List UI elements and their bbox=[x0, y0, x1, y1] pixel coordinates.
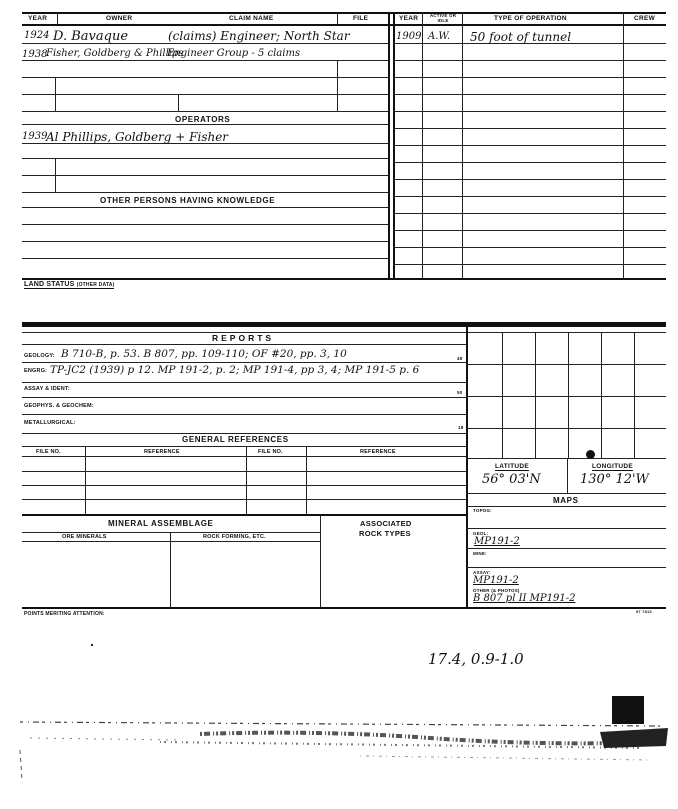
operation-row-1-year: 1909 bbox=[396, 31, 422, 42]
owner-row-2-claim: Engineer Group - 5 claims bbox=[167, 48, 301, 59]
header-year-2: YEAR bbox=[399, 15, 419, 22]
associated-label: ASSOCIATED bbox=[360, 519, 412, 528]
header-year: YEAR bbox=[28, 15, 48, 22]
gr-col-reference-1: REFERENCE bbox=[144, 449, 180, 455]
operation-row-1-type: 50 foot of tunnel bbox=[470, 30, 572, 44]
header-type-of-operation: TYPE OF OPERATION bbox=[494, 15, 567, 22]
geol-label: GEOL: bbox=[473, 531, 489, 536]
header-crew: CREW bbox=[634, 15, 656, 22]
geology-value: B 710-B, p. 53. B 807, pp. 109-110; OF #20, pp. 3, 10 bbox=[61, 348, 347, 360]
operator-row-1-year: 1939 bbox=[22, 131, 48, 142]
longitude-label: LONGITUDE bbox=[592, 463, 633, 470]
general-references-title: GENERAL REFERENCES bbox=[182, 435, 289, 444]
land-status-label: LAND STATUS (OTHER DATA) bbox=[24, 281, 115, 288]
header-owner: OWNER bbox=[106, 15, 133, 22]
header-active-or-idle: ACTIVE OR IDLE bbox=[429, 13, 457, 23]
location-dot-icon bbox=[586, 450, 595, 459]
engrg-num: 50 bbox=[457, 390, 463, 395]
mineral-assemblage-title: MINERAL ASSEMBLAGE bbox=[108, 519, 214, 528]
assay-map-label: ASSAY: bbox=[473, 570, 491, 575]
owner-row-2-owner: Fisher, Goldberg & Phillips bbox=[46, 48, 184, 59]
metallurgical-num: 18 bbox=[458, 425, 464, 430]
operator-row-1-name: Al Phillips, Goldberg + Fisher bbox=[46, 130, 229, 144]
other-persons-title: OTHER PERSONS HAVING KNOWLEDGE bbox=[100, 196, 276, 205]
form-code: 97 7813 bbox=[636, 609, 652, 614]
latitude-value: 56° 03'N bbox=[482, 472, 541, 487]
latitude-label: LATITUDE bbox=[495, 463, 530, 470]
geophys-label: GEOPHYS. & GEOCHEM: bbox=[24, 403, 94, 409]
owner-row-2-year: 1938 bbox=[22, 49, 48, 60]
assay-map-value: MP191-2 bbox=[473, 575, 519, 586]
header-file: FILE bbox=[353, 15, 369, 22]
header-claim-name: CLAIM NAME bbox=[229, 15, 274, 22]
geology-label: GEOLOGY: bbox=[24, 353, 55, 359]
longitude-value: 130° 12'W bbox=[580, 472, 649, 487]
points-meriting-attention-label: POINTS MERITING ATTENTION: bbox=[24, 611, 105, 617]
gr-col-file-no-1: FILE NO. bbox=[36, 449, 61, 455]
operators-title: OPERATORS bbox=[175, 115, 231, 124]
maps-title: MAPS bbox=[553, 496, 579, 505]
ore-minerals-label: ORE MINERALS bbox=[62, 534, 107, 540]
engrg-label: ENGRG: bbox=[24, 368, 48, 374]
owner-row-1-year: 1924 bbox=[24, 30, 50, 41]
geology-num: 49 bbox=[457, 356, 463, 361]
metallurgical-label: METALLURGICAL: bbox=[24, 420, 76, 426]
assay-ident-label: ASSAY & IDENT: bbox=[24, 386, 70, 392]
operation-row-1-status: A.W. bbox=[428, 31, 451, 42]
handwritten-note: 17.4, 0.9-1.0 bbox=[428, 650, 524, 668]
reports-title: REPORTS bbox=[212, 333, 275, 343]
owner-row-1-owner: D. Bavaque bbox=[53, 29, 129, 44]
stray-dot bbox=[91, 644, 93, 646]
rock-forming-label: ROCK FORMING, ETC. bbox=[203, 534, 266, 540]
engrg-value: TP-JC2 (1939) p 12. MP 191-2, p. 2; MP 191-4, pp 3, 4; MP 191-5 p. 6 bbox=[50, 364, 420, 376]
other-photos-value: B 807 pl II MP191-2 bbox=[473, 593, 576, 604]
gr-col-file-no-2: FILE NO. bbox=[258, 449, 283, 455]
owner-row-1-claim: (claims) Engineer; North Star bbox=[168, 29, 350, 43]
mine-label: MINE: bbox=[473, 551, 487, 556]
gr-col-reference-2: REFERENCE bbox=[360, 449, 396, 455]
scan-artifact-strip bbox=[0, 690, 678, 800]
other-photos-label: OTHER (& PHOTOS) bbox=[473, 588, 520, 593]
geol-value: MP191-2 bbox=[474, 536, 520, 547]
rock-types-label: ROCK TYPES bbox=[359, 529, 411, 538]
topog-label: TOPOG: bbox=[473, 508, 492, 513]
